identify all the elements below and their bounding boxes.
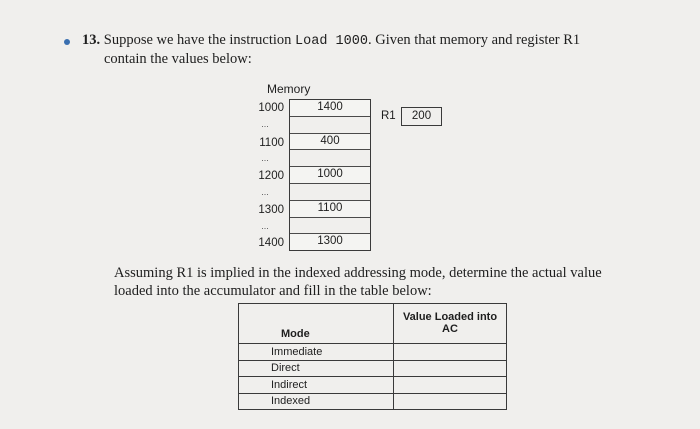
memory-address: 1200 [258,170,284,182]
memory-cell-empty [290,117,370,134]
memory-gap: ... [261,187,269,197]
answer-cell-indexed[interactable] [394,393,507,410]
memory-cell: 1000 [290,167,370,184]
memory-gap: ... [261,153,269,163]
memory-address: 1300 [258,204,284,216]
memory-cell: 1100 [290,201,370,218]
mode-indirect: Indirect [239,377,394,394]
memory-cell: 400 [290,134,370,151]
memory-gap: ... [261,119,269,129]
instructions-line-1: Assuming R1 is implied in the indexed addressing mode, determine the actual value [114,265,602,281]
memory-title: Memory [267,82,311,96]
mode-immediate: Immediate [239,344,394,361]
memory-gap: ... [261,221,269,231]
memory-cell: 1400 [290,100,370,117]
memory-cell: 1300 [290,234,370,250]
mode-direct: Direct [239,360,394,377]
bullet-icon [64,39,70,45]
memory-cell-empty [290,218,370,235]
mode-header: Mode [239,304,394,344]
register-value: 200 [401,107,442,126]
memory-address: 1100 [259,137,284,149]
question-text-end: . Given that memory and register R1 [367,32,581,48]
memory-address: 1000 [258,102,284,114]
answer-cell-direct[interactable] [394,360,507,377]
answer-cell-immediate[interactable] [394,344,507,361]
value-header: Value Loaded into AC [394,304,507,344]
question-line-2: contain the values below: [104,51,252,67]
instructions-line-2: loaded into the accumulator and fill in the table below: [114,283,432,299]
question-text: Suppose we have the instruction [103,32,292,48]
memory-cell-empty [290,150,370,167]
memory-table [289,99,371,251]
register-label: R1 [381,110,396,122]
instruction-code: Load 1000 [295,34,368,49]
memory-cell-empty [290,184,370,201]
question-line-1 [82,32,580,49]
answer-table [238,303,507,410]
memory-address: 1400 [258,237,284,249]
answer-cell-indirect[interactable] [394,377,507,394]
question-number: 13. [82,32,101,48]
mode-indexed: Indexed [239,393,394,410]
